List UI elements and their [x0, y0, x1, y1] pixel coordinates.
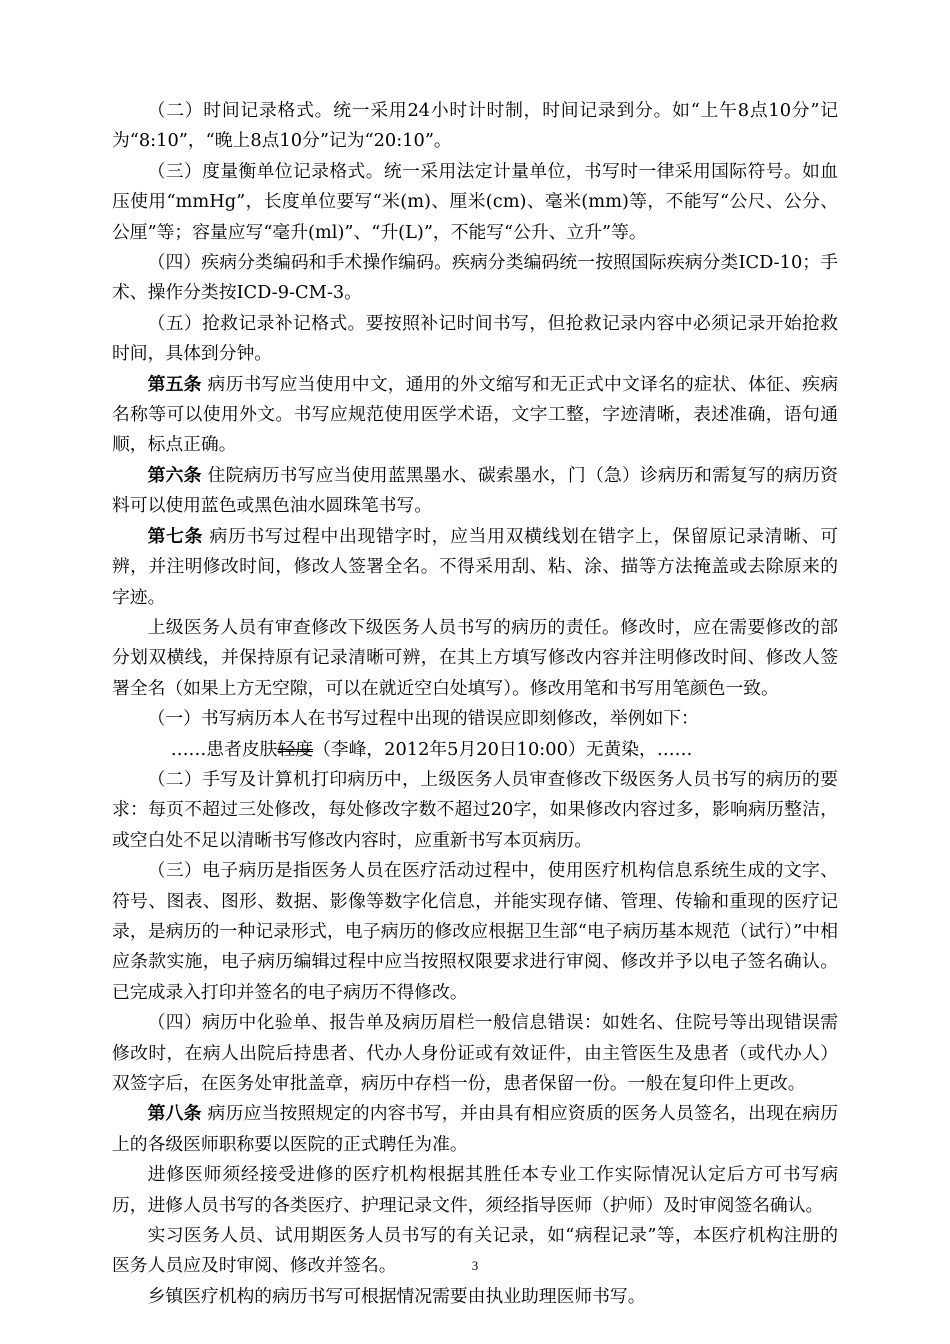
paragraph — [112, 1099, 838, 1160]
article-heading: 第六条 — [147, 464, 202, 486]
article-heading: 第七条 — [147, 525, 204, 547]
paragraph-text: （五）抢救记录补记格式。要按照补记时间书写，但抢救记录内容中必须记录开始抢救时间，具体到分钟。 — [112, 312, 838, 365]
paragraph — [112, 765, 838, 856]
correction-example-line — [112, 735, 838, 765]
paragraph-text: （四）疾病分类编码和手术操作编码。疾病分类编码统一按照国际疾病分类ICD-10；手术、操作分类按ICD-9-CM-3。 — [112, 252, 838, 304]
paragraph — [112, 704, 838, 734]
paragraph — [112, 157, 838, 248]
paragraph-text: 实习医务人员、试用期医务人员书写的有关记录，如“病程记录”等，本医疗机构注册的医务人员应及时审阅、修改并签名。 — [112, 1225, 838, 1277]
paragraph — [112, 309, 838, 370]
paragraph — [112, 461, 838, 522]
article-heading: 第五条 — [147, 373, 202, 395]
paragraph — [112, 248, 838, 309]
paragraph — [112, 1282, 838, 1312]
paragraph-text: 上级医务人员有审查修改下级医务人员书写的病历的责任。修改时，应在需要修改的部分划双横线，并保持原有记录清晰可辨，在其上方填写修改内容并注明修改时间、修改人签署全名（如果上方无空隙，可以在就近空白处填写）。修改用笔和书写用笔颜色一致。 — [112, 616, 838, 699]
paragraph-text: （四）病历中化验单、报告单及病历眉栏一般信息错误：如姓名、住院号等出现错误需修改时，在病人出院后持患者、代办人身份证或有效证件，由主管医生及患者（或代办人）双签字后，在医务处审批盖章，病历中存档一份，患者保留一份。一般在复印件上更改。 — [112, 1012, 838, 1094]
paragraph — [112, 856, 838, 1008]
paragraph-text: 乡镇医疗机构的病历书写可根据情况需要由执业助理医师书写。 — [147, 1285, 646, 1307]
struck-text: 轻度 — [277, 738, 314, 760]
paragraph-text: （二）手写及计算机打印病历中，上级医务人员审查修改下级医务人员书写的病历的要求：每页不超过三处修改，每处修改字数不超过20字，如果修改内容过多，影响病历整洁，或空白处不足以清晰书写修改内容时，应重新书写本页病历。 — [112, 768, 838, 851]
paragraph-text: （三）电子病历是指医务人员在医疗活动过程中，使用医疗机构信息系统生成的文字、符号、图表、图形、数据、影像等数字化信息，并能实现存储、管理、传输和重现的医疗记录，是病历的一种记录形式，电子病历的修改应根据卫生部“电子病历基本规范（试行）”中相应条款实施，电子病历编辑过程中应当按照权限要求进行审阅、修改并予以电子签名确认。已完成录入打印并签名的电子病历不得修改。 — [112, 860, 838, 1003]
paragraph-text: （二）时间记录格式。统一采用24小时计时制，时间记录到分。如“上午8点10分”记为“8:10”，“晚上8点10分”记为“20:10”。 — [112, 100, 838, 152]
paragraph — [112, 522, 838, 613]
paragraph — [112, 96, 838, 157]
example-prefix: ……患者皮肤 — [170, 738, 278, 760]
paragraph-text: （一）书写病历本人在书写过程中出现的错误应即刻修改，举例如下： — [147, 708, 699, 730]
paragraph-text: 病历书写应当使用中文，通用的外文缩写和无正式中文译名的症状、体征、疾病名称等可以使用外文。书写应规范使用医学术语，文字工整，字迹清晰，表述准确，语句通顺，标点正确。 — [112, 373, 838, 456]
paragraph — [112, 1008, 838, 1099]
page-number: 3 — [471, 1258, 479, 1273]
paragraph-text: （三）度量衡单位记录格式。统一采用法定计量单位，书写时一律采用国际符号。如血压使用“mmHg”，长度单位要写“米(m)、厘米(cm)、毫米(mm)等，不能写“公尺、公分、公厘”等；容量应写“毫升(ml)”、“升(L)”，不能写“公升、立升”等。 — [112, 160, 838, 243]
paragraph-text: 进修医师须经接受进修的医疗机构根据其胜任本专业工作实际情况认定后方可书写病历，进修人员书写的各类医疗、护理记录文件，须经指导医师（护师）及时审阅签名确认。 — [112, 1164, 838, 1216]
document-body — [112, 96, 838, 1312]
paragraph-group-before — [112, 96, 838, 735]
paragraph — [112, 370, 838, 461]
paragraph-group-after — [112, 765, 838, 1312]
paragraph — [112, 613, 838, 704]
article-heading: 第八条 — [147, 1103, 202, 1125]
paragraph — [112, 1160, 838, 1221]
paragraph-text: 病历应当按照规定的内容书写，并由具有相应资质的医务人员签名，出现在病历上的各级医师职称要以医院的正式聘任为准。 — [112, 1103, 838, 1155]
example-suffix: （李峰，2012年5月20日10:00）无黄染，…… — [313, 738, 693, 760]
paragraph-text: 病历书写过程中出现错字时，应当用双横线划在错字上，保留原记录清晰、可辨，并注明修改时间，修改人签署全名。不得采用刮、粘、涂、描等方法掩盖或去除原来的字迹。 — [112, 525, 838, 608]
paragraph-text: 住院病历书写应当使用蓝黑墨水、碳索墨水，门（急）诊病历和需复写的病历资料可以使用蓝色或黑色油水圆珠笔书写。 — [112, 464, 838, 517]
